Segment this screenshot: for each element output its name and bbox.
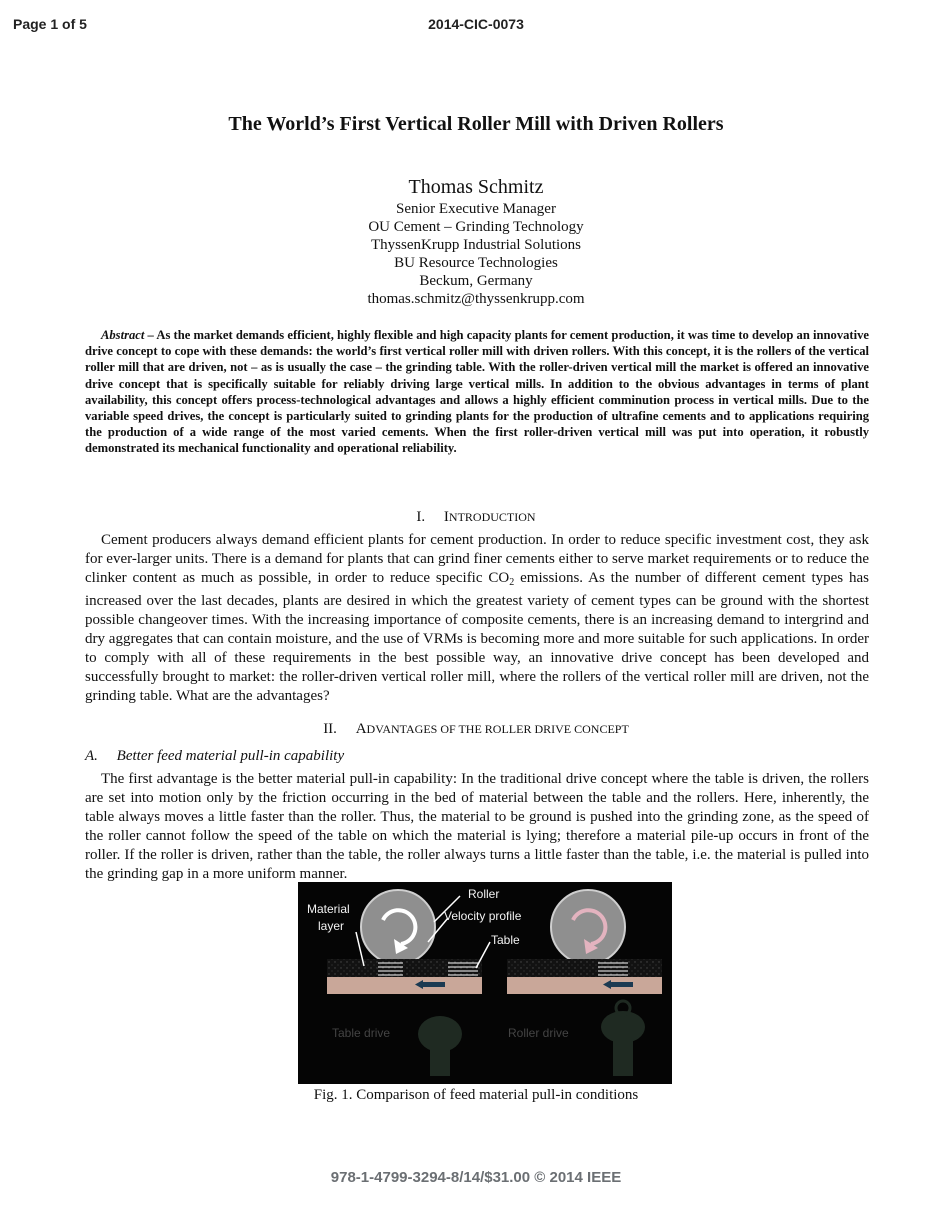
- label-material: Material: [307, 902, 350, 916]
- intro-text-b: emissions. As the number of different cement types has increased over the last decades, plants are desired in which the greatest variety of cement types can be ground with the shortest possible changeover times. With the increasing importance of composite cements, there is an increasing demand to intergrind and dry aggregates that can contain moisture, and the use of VRMs is becoming more and more suitable for such applications. In order to comply with all of these requirements in the best possible way, an innovative drive concept has been developed and successfully brought to market: the roller-driven vertical roller mill, where the rollers of the vertical roller mill are driven, not the grinding table. What are the advantages?: [85, 570, 869, 704]
- table-direction-arrow-right-icon: [611, 982, 633, 987]
- author-unit: OU Cement – Grinding Technology: [368, 219, 584, 235]
- label-layer: layer: [318, 919, 345, 933]
- table-left: [327, 977, 482, 994]
- abstract-text: – As the market demands efficient, highly flexible and high capacity plants for cement production, it was time to develop an innovative drive concept to cope with these demands: the world’s first vertical roller mill with driven rollers. With this concept, it is the rollers of the vertical roller mill that are driven, not – as is usually the case – the grinding table. With the roller-driven vertical mill the market is offered an innovative drive concept that is specifically suitable for reliably driving large vertical mills. In addition to the obvious advantages in terms of plant availability, this concept offers process-technological advantages and allows a highly efficient comminution process in vertical mills. Due to the variable speed drives, the concept is particularly suited to grinding plants for the production of ultrafine cements and to applications requiring the production of a wide range of the most varied cements. When the first roller-driven vertical mill was put into operation, it robustly demonstrated its mechanical functionality and operational reliability.: [85, 328, 869, 456]
- abstract-label: Abstract: [100, 328, 145, 342]
- label-velocity-profile: Velocity profile: [444, 909, 522, 923]
- author-company: ThyssenKrupp Industrial Solutions: [371, 237, 581, 253]
- drive-gearbox-left-icon: [418, 1016, 462, 1076]
- label-table: Table: [491, 933, 520, 947]
- author-email[interactable]: thomas.schmitz@thyssenkrupp.com: [367, 291, 585, 307]
- abstract: [85, 327, 869, 457]
- author-name: Thomas Schmitz: [408, 176, 544, 198]
- label-table-drive: Table drive: [332, 1026, 391, 1040]
- section-heading-rest: DVANTAGES OF THE ROLLER DRIVE CONCEPT: [366, 722, 629, 736]
- section-number: I.: [416, 509, 426, 525]
- figure-1: [298, 882, 672, 1084]
- author-location: Beckum, Germany: [419, 273, 533, 289]
- section-number: II.: [323, 721, 337, 737]
- footer-copyright: 978-1-4799-3294-8/14/$31.00 © 2014 IEEE: [330, 1169, 622, 1186]
- page-number: Page 1 of 5: [13, 16, 87, 32]
- paper-title: The World’s First Vertical Roller Mill with Driven Rollers: [228, 113, 724, 135]
- drive-gearbox-right-icon: [601, 1001, 645, 1076]
- label-roller-drive: Roller drive: [508, 1026, 569, 1040]
- figure-illustration: [298, 882, 672, 1084]
- table-direction-arrow-left-icon: [423, 982, 445, 987]
- author-business-unit: BU Resource Technologies: [394, 255, 558, 271]
- subsection-heading: [85, 748, 344, 765]
- subsection-title: Better feed material pull-in capability: [116, 748, 345, 764]
- subsection-label: A.: [85, 748, 98, 764]
- document-id: 2014-CIC-0073: [428, 16, 524, 32]
- section-heading-initial: I: [443, 509, 449, 525]
- co2-subscript: 2: [509, 577, 515, 588]
- material-layer-left: [327, 959, 482, 977]
- section-heading-initial: A: [355, 721, 367, 737]
- advantages-body: [85, 770, 869, 884]
- material-layer-right: [507, 959, 662, 977]
- author-block: [0, 174, 952, 308]
- figure-caption: Fig. 1. Comparison of feed material pull-in conditions: [313, 1087, 639, 1103]
- section-heading-advantages: [0, 721, 952, 738]
- author-position: Senior Executive Manager: [396, 201, 556, 217]
- advantages-paragraph: The first advantage is the better material pull-in capability: In the traditional drive concept where the table is driven, the rollers are set into motion only by the friction occurring in the bed of material between the table and the rollers. Here, inherently, the table always moves a little faster than the roller. Thus, the material to be ground is pushed into the grinding zone, as the speed of the roller cannot follow the speed of the table on which the material is lying; therefore a material pile-up occurs in front of the roller. If the roller is driven, rather than the table, the roller always turns a little faster than the table, i.e. the material is pulled into the grinding gap in a more uniform manner.: [85, 771, 869, 882]
- section-heading-introduction: [0, 509, 952, 526]
- section-heading-rest: NTRODUCTION: [448, 510, 536, 524]
- label-roller: Roller: [468, 887, 500, 901]
- intro-text-a: Cement producers always demand efficient plants for cement production. In order to reduce specific investment cost, they ask for ever-larger units. There is a demand for plants that can grind finer cements either to serve market requirements or to reduce the clinker content as much as possible, in order to reduce specific CO: [85, 532, 869, 586]
- table-right: [507, 977, 662, 994]
- introduction-body: [85, 531, 869, 706]
